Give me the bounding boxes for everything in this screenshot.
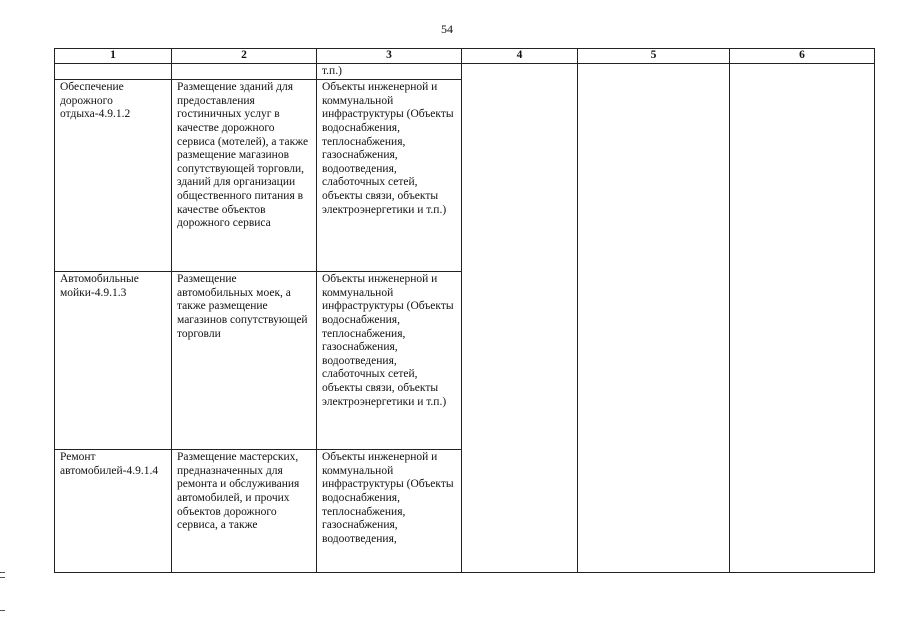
header-col-4: 4 [462,49,578,64]
description-cell: Размещение зданий для предоставления гостиничных услуг в качестве дорожного сервиса (мотелей), а также размещение магазинов сопутствующей торговли, зданий для организации общественного питания в качестве объектов дорожного сервиса [172,80,317,272]
header-row [55,49,875,64]
continuation-cell-3: т.п.) [317,63,462,80]
header-col-3: 3 [317,49,462,64]
continuation-cell-1 [55,63,172,80]
description-cell: Размещение автомобильных моек, а также размещение магазинов сопутствующей торговли [172,272,317,450]
header-col-2: 2 [172,49,317,64]
auxiliary-use-cell: Объекты инженерной и коммунальной инфраструктуры (Объекты водоснабжения, теплоснабжения, газоснабжения, водоотведения, слаботочных сетей, объекты связи, объекты электроэнергетики и т.п.) [317,272,462,450]
empty-col-4 [462,63,578,573]
auxiliary-use-cell: Объекты инженерной и коммунальной инфраструктуры (Объекты водоснабжения, теплоснабжения, газоснабжения, водоотведения, [317,450,462,573]
scan-edge-mark [0,577,5,578]
land-use-type-cell: Автомобильные мойки-4.9.1.3 [55,272,172,450]
land-use-table [54,48,875,573]
empty-col-6 [730,63,875,573]
header-col-5: 5 [578,49,730,64]
land-use-type-cell: Ремонт автомобилей-4.9.1.4 [55,450,172,573]
continuation-row [55,63,875,80]
scan-edge-mark [0,610,5,611]
land-use-type-cell: Обеспечение дорожного отдыха-4.9.1.2 [55,80,172,272]
description-cell: Размещение мастерских, предназначенных для ремонта и обслуживания автомобилей, и прочих объектов дорожного сервиса, а также [172,450,317,573]
header-col-1: 1 [55,49,172,64]
empty-col-5 [578,63,730,573]
scan-edge-mark [0,572,5,573]
auxiliary-use-cell: Объекты инженерной и коммунальной инфраструктуры (Объекты водоснабжения, теплоснабжения, газоснабжения, водоотведения, слаботочных сетей, объекты связи, объекты электроэнергетики и т.п.) [317,80,462,272]
page-number: 54 [441,22,453,36]
header-col-6: 6 [730,49,875,64]
continuation-cell-2 [172,63,317,80]
